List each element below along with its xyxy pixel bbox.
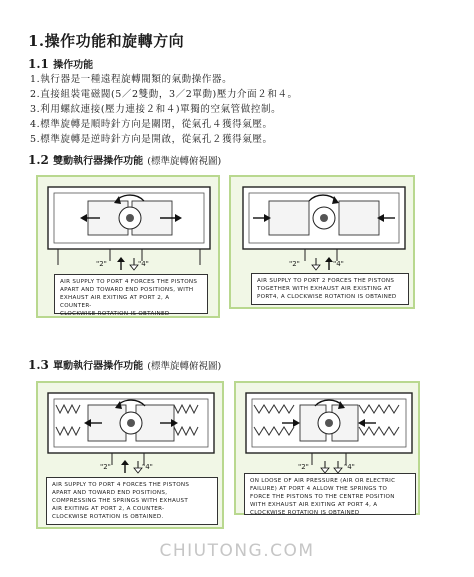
- caption-line: PORT4, A CLOCKWISE ROTATION IS OBTAINED: [257, 294, 397, 300]
- section-number: 1.3: [28, 358, 49, 372]
- flow-arrows-icon: [320, 460, 344, 474]
- caption-line: ON LOOSE OF AIR PRESSURE (AIR OR ELECTRIC: [250, 478, 396, 484]
- port-2-label: "2": [298, 463, 309, 471]
- caption-line: TOGETHER WITH EXHAUST AIR EXISTING AT: [257, 286, 392, 292]
- port-4-label: "4": [142, 463, 153, 471]
- operation-line-3: 3.利用螺紋連接(壓力連接２和４)單獨的空氣管做控制。: [30, 104, 282, 115]
- caption-line: AIR EXITING AT PORT 2, A COUNTER-: [52, 506, 165, 512]
- operation-line-4: 4.標準旋轉是順時針方向是關閉，從氣孔４獲得氣壓。: [30, 119, 273, 130]
- actuator-diagram: [242, 387, 416, 471]
- section-note: (標準旋轉俯視圖): [147, 361, 222, 372]
- actuator-diagram: [239, 181, 409, 267]
- port-2-label: "2": [100, 463, 111, 471]
- port-4-label: "4": [344, 463, 355, 471]
- port-4-label: "4": [138, 260, 149, 268]
- caption-box: [46, 477, 218, 525]
- caption-line: CLOCKWISE ROTATION IS OBTAINED: [60, 311, 170, 317]
- watermark: CHIUTONG.COM: [159, 541, 315, 561]
- spring-return-cw-panel: [234, 381, 420, 515]
- caption-line: WITH EXHAUST AIR EXITING AT PORT 4, A: [250, 502, 378, 508]
- caption-line: APART AND TOWARD END POSITIONS,: [52, 490, 168, 496]
- operation-line-1: 1.執行器是一種遠程旋轉閥類的氣動操作器。: [30, 74, 233, 85]
- section-1-3-heading: [28, 357, 221, 372]
- operation-line-5: 5.標準旋轉是逆時針方向是開啟，從氣孔２獲得氣壓。: [30, 134, 273, 145]
- page-title: 1.操作功能和旋轉方向: [28, 32, 185, 50]
- actuator-diagram: [44, 387, 218, 471]
- caption-line: CLOCKWISE ROTATION IS OBTAINED: [250, 510, 360, 516]
- section-1-1-heading: [28, 56, 93, 71]
- section-note: (標準旋轉俯視圖): [147, 156, 222, 167]
- caption-box: [54, 274, 208, 317]
- caption-line: AIR SUPPLY TO PORT 4 FORCES THE PISTONS: [52, 482, 190, 488]
- double-acting-ccw-panel: [36, 175, 220, 318]
- section-title: 雙動執行器操作功能: [53, 156, 144, 167]
- caption-line: CLOCKWISE ROTATION IS OBTAINED.: [52, 514, 164, 520]
- caption-line: AIR SUPPLY TO PORT 4 FORCES THE PISTONS: [60, 279, 198, 285]
- caption-line: AIR SUPPLY TO PORT 2 FORCES THE PISTONS: [257, 278, 395, 284]
- port-4-label: "4": [333, 260, 344, 268]
- port-2-label: "2": [289, 260, 300, 268]
- caption-box: [244, 473, 416, 515]
- caption-box: [251, 273, 409, 305]
- section-title: 單動執行器操作功能: [53, 361, 144, 372]
- operation-line-2: 2.直接組裝電磁閥(5／2雙動，3／2單動)壓力介面２和４。: [30, 89, 298, 100]
- double-acting-cw-panel: [229, 175, 415, 309]
- actuator-diagram: [44, 181, 214, 267]
- caption-line: COMPRESSING THE SPRINGS WITH EXHAUST: [52, 498, 189, 504]
- section-title: 操作功能: [53, 60, 94, 71]
- port-2-label: "2": [96, 260, 107, 268]
- caption-line: FAILURE) AT PORT 4 ALLOW THE SPRINGS TO: [250, 486, 388, 492]
- spring-return-ccw-panel: [36, 381, 224, 529]
- flow-arrows-icon: [311, 257, 335, 271]
- flow-arrows-icon: [120, 460, 144, 474]
- caption-line: APART AND TOWARD END POSITIONS, WITH: [60, 287, 194, 293]
- caption-line: FORCE THE PISTONS TO THE CENTRE POSITION: [250, 494, 395, 500]
- section-number: 1.1: [28, 57, 49, 71]
- section-number: 1.2: [28, 153, 49, 167]
- flow-arrows-icon: [116, 257, 140, 271]
- section-1-2-heading: [28, 152, 221, 167]
- caption-line: EXHAUST AIR EXITING AT PORT 2, A COUNTER-: [60, 295, 170, 309]
